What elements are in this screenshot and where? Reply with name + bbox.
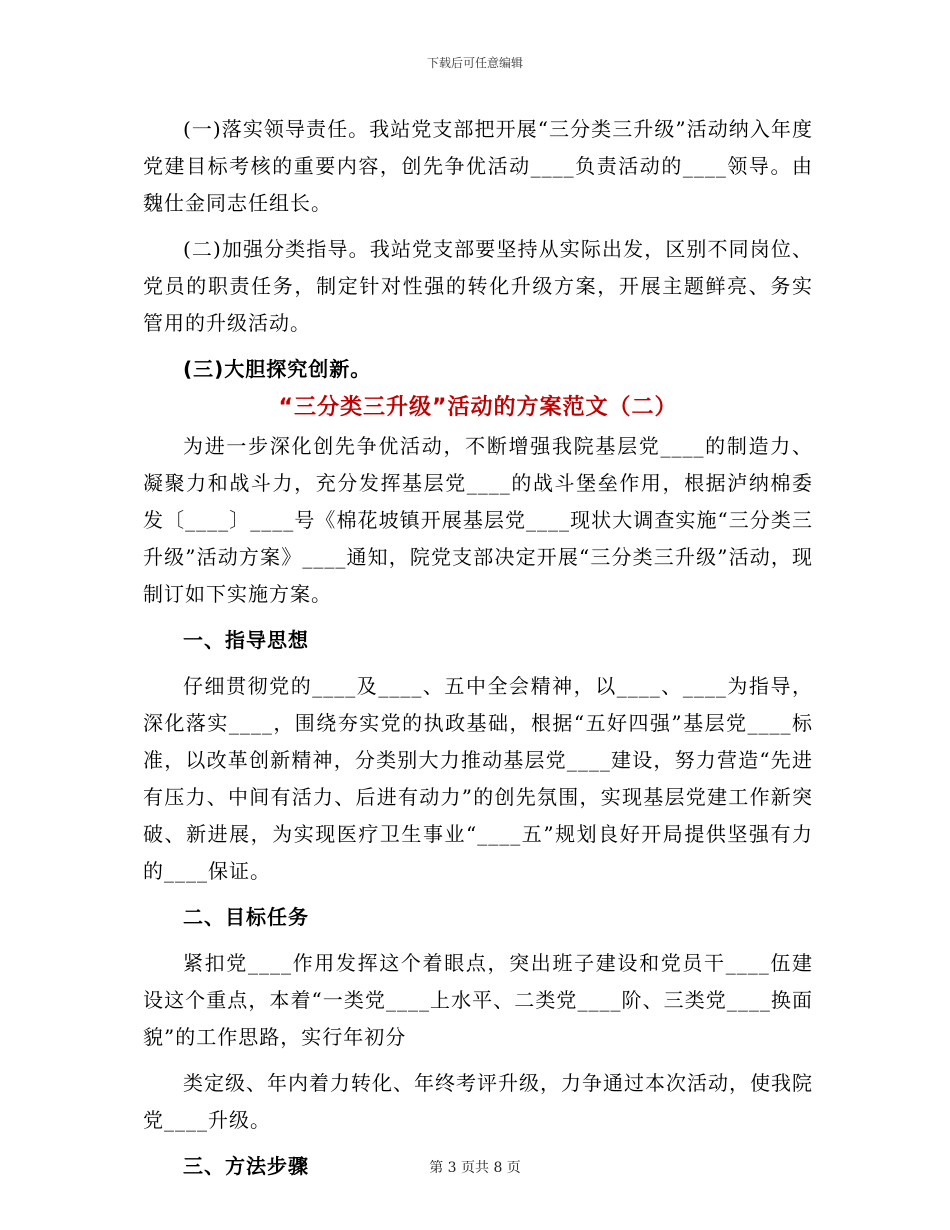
paragraph-goals-continued: 类定级、年内着力转化、年终考评升级，力争通过本次活动，使我院党____升级。 [143,1071,813,1132]
paragraph-intro: 为进一步深化创先争优活动，不断增强我院基层党____的制造力、凝聚力和战斗力，充分发挥基层党____的战斗堡垒作用，根据泸纳棉委发〔____〕____号《棉花坡镇开展基层党____现状大调查实施“三分类三升级”活动方案》____通知，院党支部决定开展“三分类三升级”活动，现制订如下实施方案。 [143,434,813,606]
document-body [143,111,813,1185]
paragraph-innovation-heading: (三)大胆探究创新。 [183,357,372,381]
document-title: “三分类三升级”活动的方案范文（二） [278,395,678,420]
paragraph-guiding-ideology: 仔细贯彻党的____及____、五中全会精神，以____、____为指导，深化落实____，围绕夯实党的执政基础，根据“五好四强”基层党____标准，以改革创新精神，分类别大力推动基层党____建设，努力营造“先进有压力、中间有活力、后进有动力”的创先氛围，实现基层党建工作新突破、新进展，为实现医疗卫生事业“____五”规划良好开局提供坚强有力的____保证。 [143,674,813,883]
page-footer: 第 3 页共 8 页 [429,1160,521,1176]
section-heading-methods: 三、方法步骤 [183,1154,309,1178]
paragraph-goals: 紧扣党____作用发挥这个着眼点，突出班子建设和党员干____伍建设这个重点，本着“一类党____上水平、二类党____阶、三类党____换面貌”的工作思路，实行年初分 [143,951,813,1049]
paragraph-leadership-responsibility: (一)落实领导责任。我站党支部把开展“三分类三升级”活动纳入年度党建目标考核的重要内容，创先争优活动____负责活动的____领导。由魏仕金同志任组长。 [143,117,813,215]
section-heading-guiding-ideology: 一、指导思想 [183,628,309,652]
paragraph-classification-guidance: (二)加强分类指导。我站党支部要坚持从实际出发，区别不同岗位、党员的职责任务，制定针对性强的转化升级方案，开展主题鲜亮、务实管用的升级活动。 [143,237,813,335]
section-heading-goals: 二、目标任务 [183,905,309,929]
page-header: 下载后可任意编辑 [426,56,523,70]
